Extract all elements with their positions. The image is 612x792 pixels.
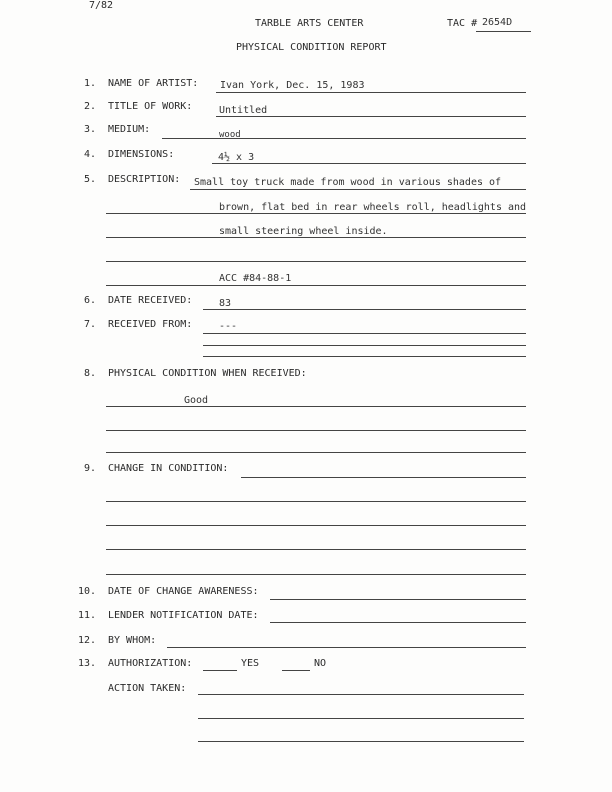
action-taken-line-2 [198,718,524,719]
field-number: 9. [83,463,96,474]
field-number: 1. [83,78,96,89]
description-rule-2 [106,213,526,214]
received-from-line-2 [203,345,526,346]
field-label-by-whom: BY WHOM: [108,635,157,646]
action-taken-line-3 [198,741,524,742]
action-taken-label: ACTION TAKEN: [108,683,187,694]
received-from-line-3 [203,356,526,357]
description-rule-1 [190,189,526,190]
authorization-no-label: NO [314,658,327,669]
authorization-yes-blank[interactable] [203,670,237,671]
description-line-2[interactable]: brown, flat bed in rear wheels roll, headlights and [219,202,527,213]
action-taken-line-1 [198,694,524,695]
field-label-authorization: AUTHORIZATION: [108,658,193,669]
authorization-yes-label: YES [241,658,260,669]
field-label-description: DESCRIPTION: [108,174,181,185]
field-label-received-from: RECEIVED FROM: [108,319,193,330]
field-label-condition: PHYSICAL CONDITION WHEN RECEIVED: [108,368,307,379]
description-rule-5 [106,285,526,286]
field-number: 12. [77,635,96,646]
change-line-1 [241,477,526,478]
change-line-3 [106,525,526,526]
by-whom-line [167,647,526,648]
report-title: PHYSICAL CONDITION REPORT [236,42,387,53]
field-number: 13. [77,658,96,669]
dimensions-line [212,163,526,164]
field-label-lender-notification: LENDER NOTIFICATION DATE: [108,610,259,621]
field-label-date-received: DATE RECEIVED: [108,295,193,306]
date-received-value[interactable]: 83 [219,298,232,309]
field-number: 6. [83,295,96,306]
accession-number[interactable]: ACC #84-88-1 [219,273,292,284]
description-line-3[interactable]: small steering wheel inside. [219,226,388,237]
field-number: 2. [83,101,96,112]
title-line [216,116,526,117]
field-label-change: CHANGE IN CONDITION: [108,463,229,474]
received-from-line-1 [203,333,526,334]
field-number: 11. [77,610,96,621]
field-number: 4. [83,149,96,160]
lender-notification-line [270,622,526,623]
org-name: TARBLE ARTS CENTER [255,18,364,29]
condition-line-3 [106,452,526,453]
tac-label: TAC # [447,18,478,29]
medium-value[interactable]: wood [219,130,241,140]
field-label-title: TITLE OF WORK: [108,101,193,112]
description-rule-4 [106,261,526,262]
field-number: 7. [83,319,96,330]
field-label-medium: MEDIUM: [108,124,151,135]
date-received-line [203,309,526,310]
condition-line-2 [106,430,526,431]
field-number: 8. [83,368,96,379]
title-value[interactable]: Untitled [219,105,268,116]
change-line-5 [106,574,526,575]
tac-number: 2654D [482,17,513,28]
change-awareness-line [270,599,526,600]
field-number: 3. [83,124,96,135]
field-label-artist: NAME OF ARTIST: [108,78,199,89]
description-line-1[interactable]: Small toy truck made from wood in various shades of [194,177,502,188]
artist-line [216,92,526,93]
dimensions-value[interactable]: 4½ x 3 [218,152,255,163]
condition-line-1 [106,406,526,407]
field-label-change-awareness: DATE OF CHANGE AWARENESS: [108,586,259,597]
change-line-2 [106,501,526,502]
received-from-value[interactable]: --- [219,321,238,332]
corner-note: 7/82 [89,0,114,11]
condition-value[interactable]: Good [184,395,209,406]
field-number: 5. [83,174,96,185]
artist-value[interactable]: Ivan York, Dec. 15, 1983 [220,80,365,91]
field-number: 10. [77,586,96,597]
tac-number-line [476,31,531,32]
authorization-no-blank[interactable] [282,670,310,671]
field-label-dimensions: DIMENSIONS: [108,149,175,160]
description-rule-3 [106,237,526,238]
medium-line [162,138,526,139]
change-line-4 [106,549,526,550]
